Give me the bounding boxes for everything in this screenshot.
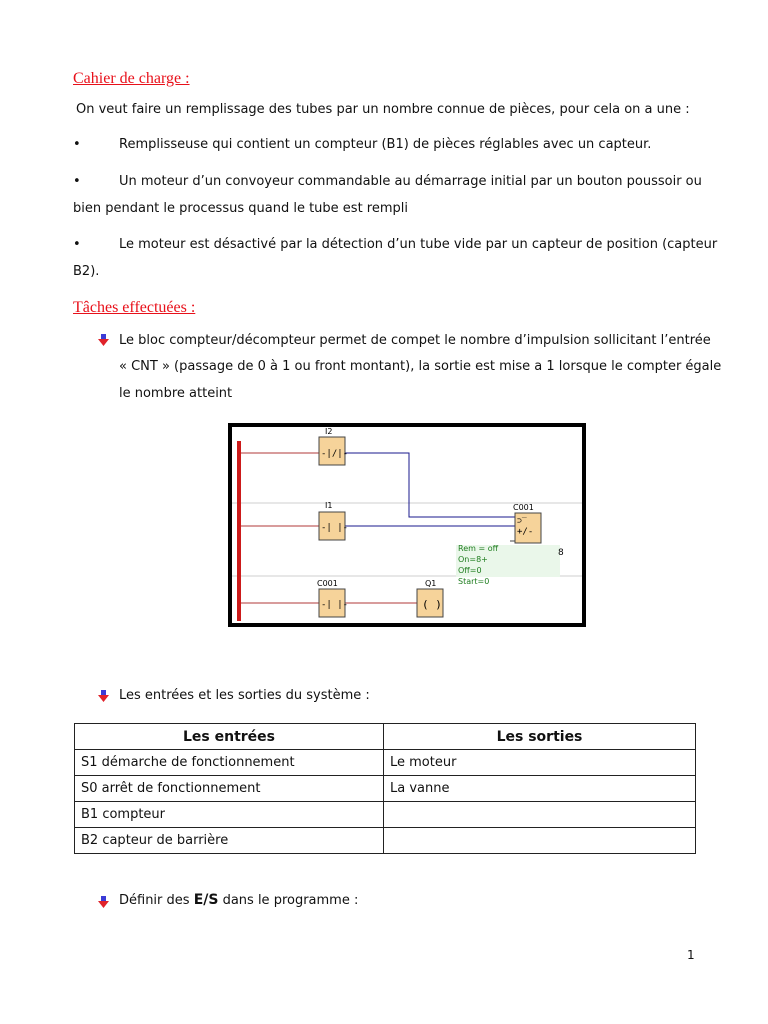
table-row xyxy=(75,750,696,776)
bullet-text: Un moteur d’un convoyeur commandable au démarrage initial par un bouton poussoir ou xyxy=(119,174,702,189)
table-row xyxy=(75,776,696,802)
table-cell: Le moteur xyxy=(384,750,696,776)
contact-symbol: -| |- xyxy=(321,600,349,610)
power-rail xyxy=(237,441,241,621)
table-cell xyxy=(384,828,696,854)
contact-symbol: -| |- xyxy=(321,523,349,533)
table-cell: S1 démarche de fonctionnement xyxy=(75,750,384,776)
io-table xyxy=(74,723,696,854)
counter-label: C001 xyxy=(513,503,534,512)
table-cell: La vanne xyxy=(384,776,696,802)
arrow-down-bullet-icon xyxy=(98,690,109,702)
counter-param: Off=0 xyxy=(458,566,482,575)
bullet-text-continued: B2). xyxy=(73,264,100,279)
bullet-marker: • xyxy=(73,237,81,252)
contact-symbol: -|/|- xyxy=(321,449,349,459)
definir-line xyxy=(119,887,358,914)
coil-symbol: ( ) xyxy=(422,598,442,611)
ladder-diagram xyxy=(228,423,586,627)
bullet-marker: • xyxy=(73,174,81,189)
task-text: le nombre atteint xyxy=(119,386,233,401)
table-cell: B1 compteur xyxy=(75,802,384,828)
table-header-inputs: Les entrées xyxy=(75,724,384,750)
page-number: 1 xyxy=(687,948,695,962)
definir-text: dans le programme : xyxy=(218,893,359,908)
bullet-marker: • xyxy=(73,137,81,152)
coil-label: Q1 xyxy=(425,579,437,588)
counter-symbol: +/- xyxy=(517,527,534,537)
io-section-label: Les entrées et les sorties du système : xyxy=(119,688,370,703)
task-text: Le bloc compteur/décompteur permet de compet le nombre d’impulsion sollicitant l’entrée xyxy=(119,333,711,348)
task-text: « CNT » (passage de 0 à 1 ou front montant), la sortie est mise a 1 lorsque le compter égale xyxy=(119,359,722,374)
counter-param: Rem = off xyxy=(458,544,499,553)
intro-text: On veut faire un remplissage des tubes par un nombre connue de pièces, pour cela on a une : xyxy=(76,102,690,117)
counter-param: Start=0 xyxy=(458,577,490,586)
table-cell: S0 arrêt de fonctionnement xyxy=(75,776,384,802)
table-cell xyxy=(384,802,696,828)
counter-symbol: ⊃‾ xyxy=(517,516,527,525)
counter-value: 8 xyxy=(558,548,564,558)
arrow-down-bullet-icon xyxy=(98,334,109,346)
table-cell: B2 capteur de barrière xyxy=(75,828,384,854)
bullet-text-continued: bien pendant le processus quand le tube est rempli xyxy=(73,201,408,216)
table-row xyxy=(75,828,696,854)
counter-param: On=8+ xyxy=(458,555,488,564)
definir-text: Définir des xyxy=(119,893,194,908)
section-title-cahier: Cahier de charge : xyxy=(73,70,190,87)
contact-label: C001 xyxy=(317,579,338,588)
bullet-text: Le moteur est désactivé par la détection d’un tube vide par un capteur de position (capteur xyxy=(119,237,718,252)
table-header-outputs: Les sorties xyxy=(384,724,696,750)
bullet-text: Remplisseuse qui contient un compteur (B1) de pièces réglables avec un capteur. xyxy=(119,137,652,152)
contact-label: I2 xyxy=(325,427,333,436)
contact-label: I1 xyxy=(325,501,333,510)
table-row xyxy=(75,802,696,828)
section-title-taches: Tâches effectuées : xyxy=(73,299,196,316)
definir-bold: E/S xyxy=(193,892,219,908)
arrow-down-bullet-icon xyxy=(98,896,109,908)
